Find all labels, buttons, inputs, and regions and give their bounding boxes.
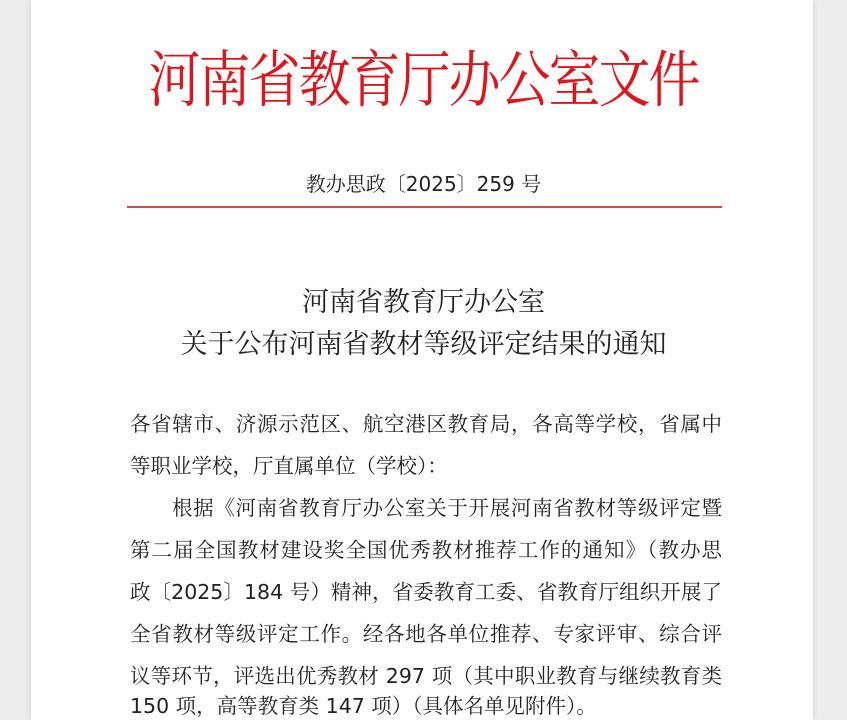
body-line: 150 项，高等教育类 147 项）（具体名单见附件）。 <box>130 694 597 718</box>
body-line: 政〔2025〕184 号）精神，省委教育工委、省教育厅组织开展了 <box>130 580 722 604</box>
addressee-line: 等职业学校，厅直属单位（学校）： <box>130 454 448 478</box>
masthead-title: 河南省教育厅办公室文件 <box>148 45 699 117</box>
body-line: 根据《河南省教育厅办公室关于开展河南省教材等级评定暨 <box>172 496 722 520</box>
notice-title-line2: 关于公布河南省教材等级评定结果的通知 <box>180 329 667 360</box>
body-line: 全省教材等级评定工作。经各地各单位推荐、专家评审、综合评 <box>130 622 722 646</box>
body-line: 议等环节，评选出优秀教材 297 项（其中职业教育与继续教育类 <box>130 664 722 688</box>
body-line: 第二届全国教材建设奖全国优秀教材推荐工作的通知》（教办思 <box>130 538 722 562</box>
red-divider <box>127 206 722 208</box>
document-number: 教办思政〔2025〕259 号 <box>305 172 542 196</box>
addressee-line: 各省辖市、济源示范区、航空港区教育局，各高等学校，省属中 <box>130 412 722 436</box>
notice-title-line1: 河南省教育厅办公室 <box>302 287 545 318</box>
